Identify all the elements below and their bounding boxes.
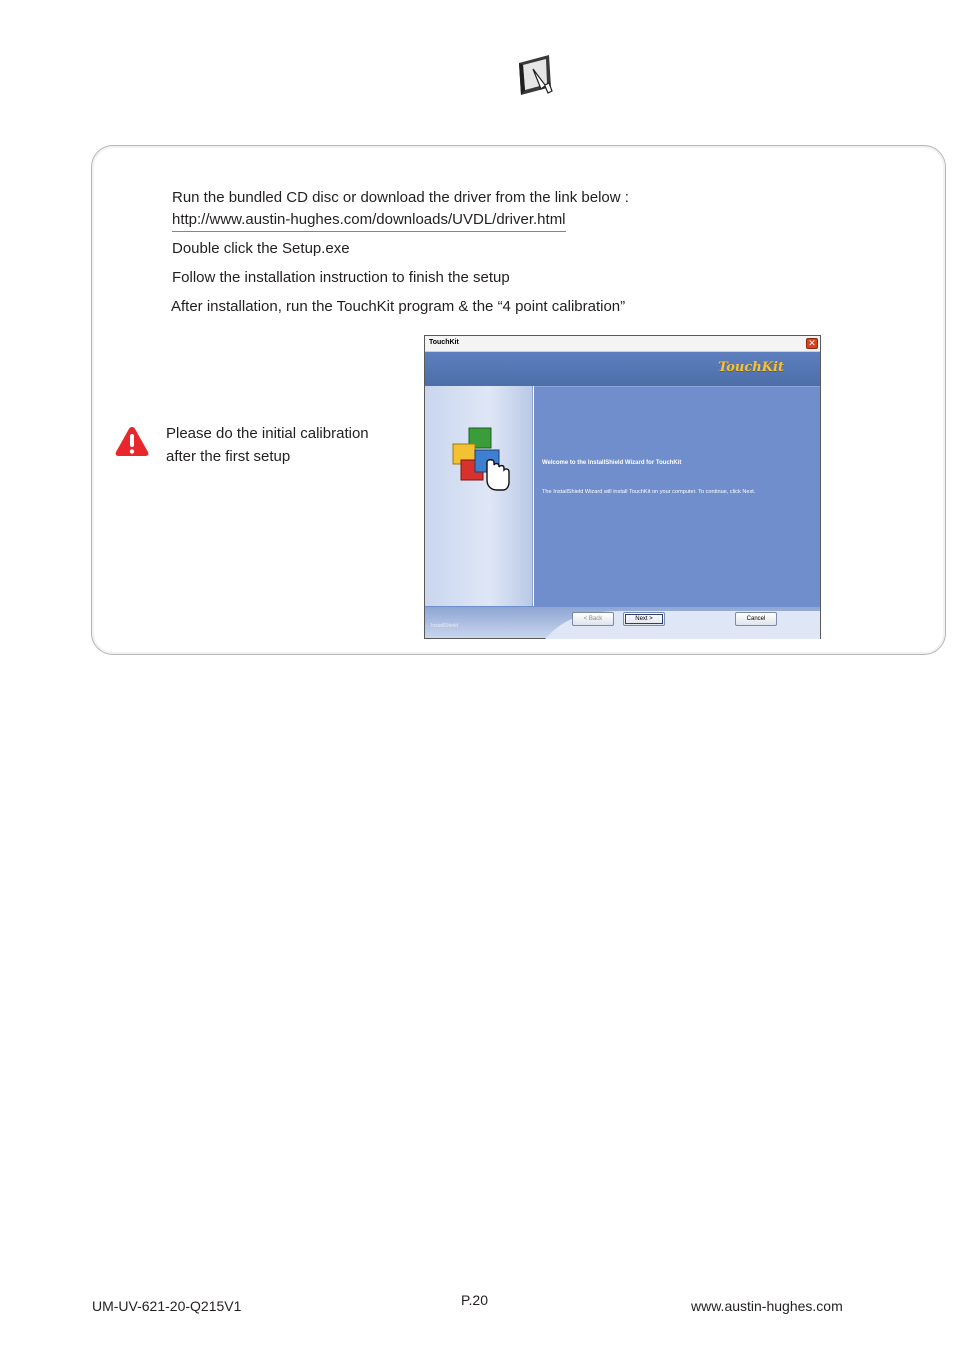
- page-number: P.20: [461, 1292, 488, 1308]
- cancel-button[interactable]: Cancel: [735, 612, 777, 626]
- installer-window: [424, 335, 821, 639]
- step-double-click-setup: Double click the Setup.exe: [172, 240, 350, 257]
- warning-line-2: after the first setup: [166, 448, 291, 465]
- installer-welcome-heading: Welcome to the InstallShield Wizard for TouchKit: [542, 460, 682, 466]
- driver-download-link[interactable]: http://www.austin-hughes.com/downloads/UVDL/driver.html: [172, 211, 566, 232]
- website-url[interactable]: www.austin-hughes.com: [691, 1298, 843, 1314]
- installer-title-bar: [425, 336, 820, 352]
- touchkit-logo: TouchKit: [718, 360, 784, 375]
- installshield-label: InstallShield: [431, 623, 458, 629]
- installer-app-icon: [451, 426, 511, 494]
- document-code: UM-UV-621-20-Q215V1: [92, 1298, 242, 1314]
- installer-banner: [425, 352, 820, 386]
- step-run-cd: Run the bundled CD disc or download the driver from the link below :: [172, 189, 629, 206]
- back-button[interactable]: < Back: [572, 612, 614, 626]
- step-follow-instructions: Follow the installation instruction to finish the setup: [172, 269, 510, 286]
- installer-content: [534, 386, 820, 606]
- next-button[interactable]: Next >: [623, 612, 665, 626]
- step-run-calibration: After installation, run the TouchKit program & the “4 point calibration”: [171, 298, 626, 315]
- close-icon[interactable]: ✕: [806, 338, 818, 349]
- installer-footer: [425, 606, 820, 638]
- warning-line-1: Please do the initial calibration: [166, 425, 369, 442]
- installer-description: The InstallShield Wizard will install TouchKit on your computer. To continue, click Next.: [542, 489, 756, 495]
- warning-icon: [114, 425, 150, 457]
- calibration-warning: [166, 422, 369, 468]
- installer-title: TouchKit: [429, 339, 459, 346]
- touch-monitor-icon: [515, 53, 557, 97]
- installer-side-panel: [425, 386, 533, 606]
